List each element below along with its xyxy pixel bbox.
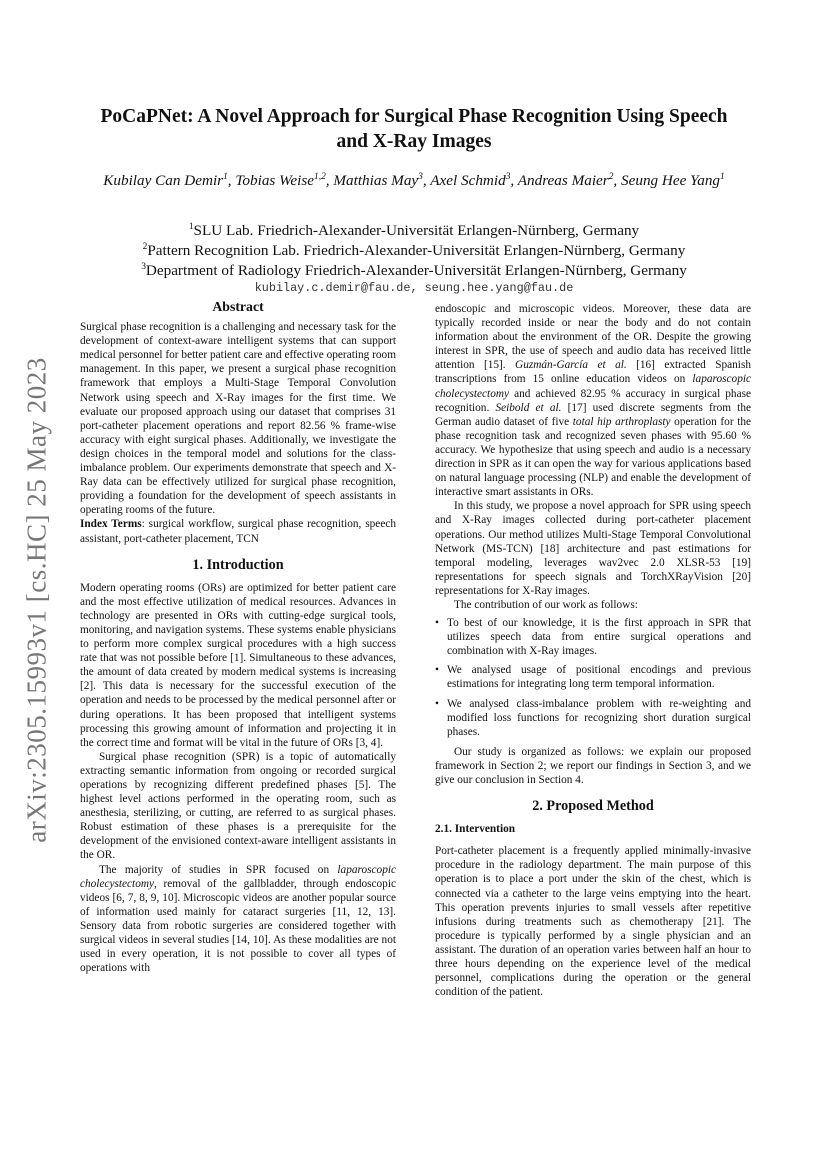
intro-paragraph-1: Modern operating rooms (ORs) are optimized for better patient care and the most effective utilization of medical resources. Advances in technology are presented in ORs with cutting-edge surgical tools, monitoring, and navigation systems. These systems enable physicians to perform more complex surgical procedures with a high success rate that was not possible before [1]. Simultaneous to these advances, the amount of data created by modern medical systems is increasing [2]. This data is necessary for the successful execution of the operation and needs to be processed by the medical personnel after or during operations. It has been proposed that intelligent systems processing this growing amount of information and projecting it in the correct time and format will be vital in the future of ORs [3, 4].: [80, 581, 396, 749]
list-item: • To best of our knowledge, it is the first approach in SPR that utilizes speech data from entire surgical operations and combination with X-Ray images.: [435, 617, 751, 658]
list-item: • We analysed class-imbalance problem with re-weighting and modified loss functions for recognizing short duration surgical phases.: [435, 697, 751, 738]
list-item: • We analysed usage of positional encodings and previous estimations for integrating long term temporal information.: [435, 664, 751, 691]
index-terms: [80, 517, 396, 545]
contribution-intro: The contribution of our work as follows:: [454, 598, 638, 611]
abstract-heading: Abstract: [212, 299, 264, 314]
author-3: Matthias May$^3$,: [333, 171, 431, 189]
left-column: [80, 300, 396, 975]
title-line-1: PoCaPNet: A Novel Approach for Surgical Phase Recognition Using Speech: [100, 106, 728, 127]
author-5: Andreas Maier$^2$,: [517, 171, 622, 189]
method-heading: 2. Proposed Method: [532, 798, 654, 815]
index-terms-text: : surgical workflow, surgical phase recognition, speech assistant, port-catheter placement, TCN: [80, 518, 396, 545]
contribution-list: [435, 616, 751, 739]
title-line-2: and X-Ray Images: [336, 131, 492, 152]
author-4: Axel Schmid$^3$,: [430, 171, 518, 189]
arxiv-stamp: [22, 350, 52, 850]
affiliation-3: $^3$Department of Radiology Friedrich-Alexander-Universität Erlangen-Nürnberg, Germany: [141, 261, 687, 279]
intro-paragraph-3: The majority of studies in SPR focused on laparoscopic cholecystectomy, removal of the gallbladder, through endoscopic videos [6, 7, 8, 9, 10]. Microscopic videos are another popular source of information used mainly for cataract surgeries [11, 12, 13]. Sensory data from robotic surgeries are considered together with surgical videos in several studies [14, 10]. As these modalities are not used in every operation, it is not possible to cover all types of operations with: [80, 863, 396, 975]
author-emails: kubilay.c.demir@fau.de, seung.hee.yang@fau.de: [254, 281, 574, 295]
intervention-heading: 2.1. Intervention: [435, 823, 516, 836]
affiliation-1: $^1$SLU Lab. Friedrich-Alexander-Universität Erlangen-Nürnberg, Germany: [188, 221, 640, 239]
intervention-paragraph: Port-catheter placement is a frequently applied minimally-invasive procedure in the radiology department. The main purpose of this operation is to place a port under the skin of the chest, which is connected via a catheter to the large veins emptying into the heart. This operation prevents injuries to small vessels after repetitive infusions during treatments such as chemotherapy [21]. The procedure is typically performed by a single physician and an assistant. The duration of an operation varies between half an hour to three hours depending on the experience level of the medical personnel, complications during the operation or the general condition of the patient.: [435, 845, 751, 999]
author-6: Seung Hee Yang$^1$: [621, 171, 725, 189]
arxiv-stamp-text: arXiv:2305.15993v1 [cs.HC] 25 May 2023: [21, 357, 52, 843]
author-list: [80, 170, 748, 192]
organization-paragraph: Our study is organized as follows: we explain our proposed framework in Section 2; we report our findings in Section 3, and we give our conclusion in Section 4.: [435, 745, 751, 786]
affiliation-list: [80, 221, 748, 281]
author-1: Kubilay Can Demir$^1$,: [103, 171, 236, 189]
intro-paragraph-5: In this study, we propose a novel approach for SPR using speech and X-Ray images collected during port-catheter placement operations. Our method utilizes Multi-Stage Temporal Convolutional Network (MS-TCN) [18] architecture and past estimations for temporal modeling, leverages wav2vec 2.0 XLSR-53 [19] representations for speech signals and TorchXRayVision [20] representations for X-Ray images.: [435, 500, 751, 597]
right-column: [435, 302, 751, 999]
author-2: Tobias Weise$^{1,2}$,: [235, 171, 334, 189]
paper-title: [80, 104, 748, 154]
intro-heading: 1. Introduction: [192, 556, 284, 573]
index-terms-label: Index Terms: [80, 518, 142, 531]
abstract-text: Surgical phase recognition is a challenging and necessary task for the development of context-aware intelligent systems that can support medical personnel for better patient care and effective operating room management. In this paper, we present a surgical phase recognition framework that employs a Multi-Stage Temporal Convolution Network using speech and X-Ray images for the first time. We evaluate our proposed approach using our dataset that comprises 31 port-catheter placement operations and report 82.56 % frame-wise accuracy with eight surgical phases. Additionally, we investigate the design choices in the temporal model and solutions for the class-imbalance problem. Our experiments demonstrate that speech and X-Ray data can be effectively utilized for surgical phase recognition, providing a foundation for the development of speech assistants in operating rooms of the future.: [80, 321, 396, 517]
intro-paragraph-2: Surgical phase recognition (SPR) is a topic of automatically extracting semantic information from ongoing or recorded surgical operations by recognizing different predefined phases [5]. The highest level actions performed in the operating room, such as anesthesia, sterilizing, or cutting, are referred to as surgical phases. Robust estimation of these phases is a prerequisite for the development of the envisioned context-aware intelligent assistants in the OR.: [80, 750, 396, 862]
intro-paragraph-4: endoscopic and microscopic videos. Moreover, these data are typically recorded inside or near the body and do not contain information about the environment of the OR. Despite the growing interest in SPR, the use of speech and audio data has received little attention [15]. Guzmán-García et al. [16] extracted Spanish transcriptions from 15 online education videos on laparoscopic cholecystectomy and achieved 82.95 % accuracy in surgical phase recognition. Seibold et al. [17] used discrete segments from the German audio dataset of five total hip arthroplasty operation for the phase recognition task and recognized seven phases with 95.60 % accuracy. We hypothesize that using speech and audio is a necessary direction in SPR as it can open the way for various applications based on natural language processing (NLP) and enable the development of interactive smart assistants in ORs.: [435, 303, 751, 499]
affiliation-2: $^2$Pattern Recognition Lab. Friedrich-Alexander-Universität Erlangen-Nürnberg, Germany: [142, 241, 686, 259]
